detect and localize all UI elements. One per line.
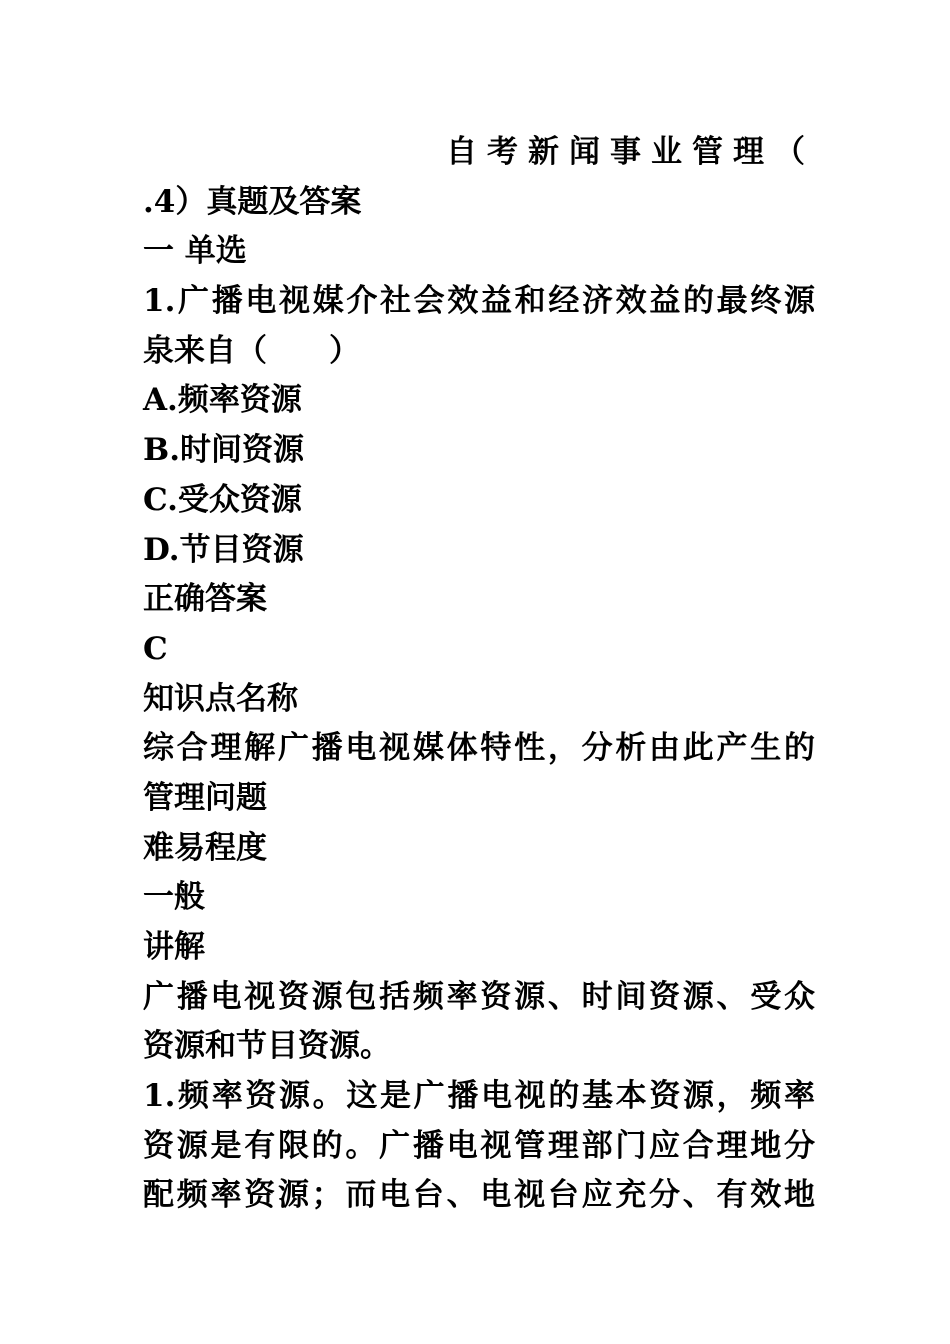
answer-value: C — [143, 630, 168, 667]
difficulty-value: 一般 — [143, 879, 205, 916]
document-body — [143, 128, 815, 1221]
knowledge-line-2: 管理问题 — [143, 779, 267, 816]
question-stem-line-1: 1.广播电视媒介社会效益和经济效益的最终源 — [143, 283, 815, 320]
document-title-line-1: 自考新闻事业管理（ — [446, 134, 815, 170]
option-b: B.时间资源 — [143, 432, 304, 469]
explanation-line-5: 配频率资源；而电台、电视台应充分、有效地 — [143, 1177, 815, 1214]
option-d: D.节目资源 — [143, 531, 304, 568]
explanation-line-2: 资源和节目资源。 — [143, 1028, 391, 1065]
knowledge-line-1: 综合理解广播电视媒体特性，分析由此产生的 — [143, 730, 815, 767]
explanation-line-3: 1.频率资源。这是广播电视的基本资源，频率 — [143, 1078, 815, 1115]
knowledge-label: 知识点名称 — [143, 680, 298, 717]
answer-label: 正确答案 — [143, 581, 267, 618]
explanation-label: 讲解 — [143, 929, 205, 965]
option-a: A.频率资源 — [143, 382, 302, 419]
section-heading: 一 单选 — [143, 233, 247, 270]
option-c: C.受众资源 — [143, 481, 302, 518]
document-title-line-2: .4）真题及答案 — [143, 183, 362, 220]
explanation-line-4: 资源是有限的。广播电视管理部门应合理地分 — [143, 1127, 815, 1164]
difficulty-label: 难易程度 — [143, 829, 267, 866]
explanation-line-1: 广播电视资源包括频率资源、时间资源、受众 — [143, 978, 815, 1015]
question-stem-line-2: 泉来自（ ） — [143, 332, 360, 369]
